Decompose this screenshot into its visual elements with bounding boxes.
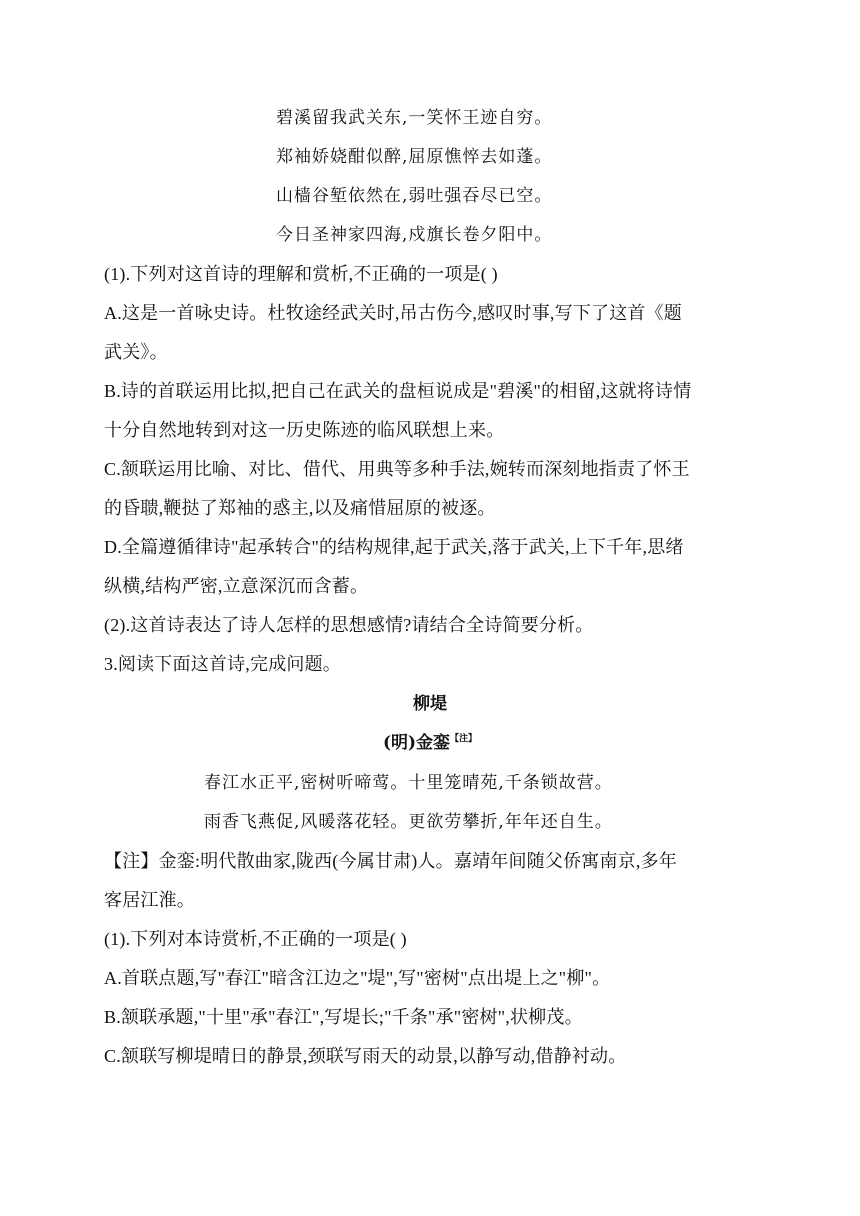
option-a-line-1: A.这是一首咏史诗。杜牧途经武关时,吊古伤今,感叹时事,写下了这首《题 <box>104 303 682 323</box>
option-c-line-2: 的昏聩,鞭挞了郑袖的惑主,以及痛惜屈原的被逐。 <box>104 498 496 518</box>
q3-option-a: A.首联点题,写"春江"暗含江边之"堤",写"密树"点出堤上之"柳"。 <box>104 968 611 988</box>
poem-line-2: 郑袖娇娆酣似醉,屈原憔悴去如蓬。 <box>276 147 553 167</box>
annotation-line-1: 【注】金銮:明代散曲家,陇西(今属甘肃)人。嘉靖年间随父侨寓南京,多年 <box>104 851 677 871</box>
option-a-line-2: 武关》。 <box>104 342 168 362</box>
q3-option-b: B.颔联承题,"十里"承"春江",写堤长;"千条"承"密树",状柳茂。 <box>104 1007 583 1027</box>
option-c-line-1: C.颔联运用比喻、对比、借代、用典等多种手法,婉转而深刻地指责了怀王 <box>104 459 690 479</box>
option-b-line-2: 十分自然地转到对这一历史陈迹的临风联想上来。 <box>104 420 505 440</box>
q3-option-c: C.颔联写柳堤晴日的静景,颈联写雨天的动景,以静写动,借静衬动。 <box>104 1046 627 1066</box>
annotation-line-2: 客居江淮。 <box>104 890 195 910</box>
poem-line-3: 山樯谷堑依然在,弱吐强吞尽已空。 <box>276 186 553 206</box>
author-name: (明)金銮 <box>382 733 451 753</box>
note-marker: 【注】 <box>450 734 478 744</box>
poem-line-4: 今日圣神家四海,戍旗长卷夕阳中。 <box>276 225 553 245</box>
poem-author <box>0 731 860 755</box>
option-b-line-1: B.诗的首联运用比拟,把自己在武关的盘桓说成是"碧溪"的相留,这就将诗情 <box>104 381 692 401</box>
question-2-stem: (2).这首诗表达了诗人怎样的思想感情?请结合全诗简要分析。 <box>104 615 594 635</box>
poem2-line-1: 春江水正平,密树听啼莺。十里笼晴苑,千条锁故营。 <box>204 773 613 793</box>
option-d-line-1: D.全篇遵循律诗"起承转合"的结构规律,起于武关,落于武关,上下千年,思绪 <box>104 537 684 557</box>
poem2-line-2: 雨香飞燕促,风暖落花轻。更欲劳攀折,年年还自生。 <box>204 812 613 832</box>
poem-title: 柳堤 <box>413 694 447 714</box>
poem-line-1: 碧溪留我武关东,一笑怀王迹自穷。 <box>276 108 553 128</box>
option-d-line-2: 纵横,结构严密,立意深沉而含蓄。 <box>104 576 369 596</box>
section-3-instruction: 3.阅读下面这首诗,完成问题。 <box>104 654 341 674</box>
question-3-stem: (1).下列对本诗赏析,不正确的一项是( ) <box>104 929 407 949</box>
question-1-stem: (1).下列对这首诗的理解和赏析,不正确的一项是( ) <box>104 264 498 284</box>
